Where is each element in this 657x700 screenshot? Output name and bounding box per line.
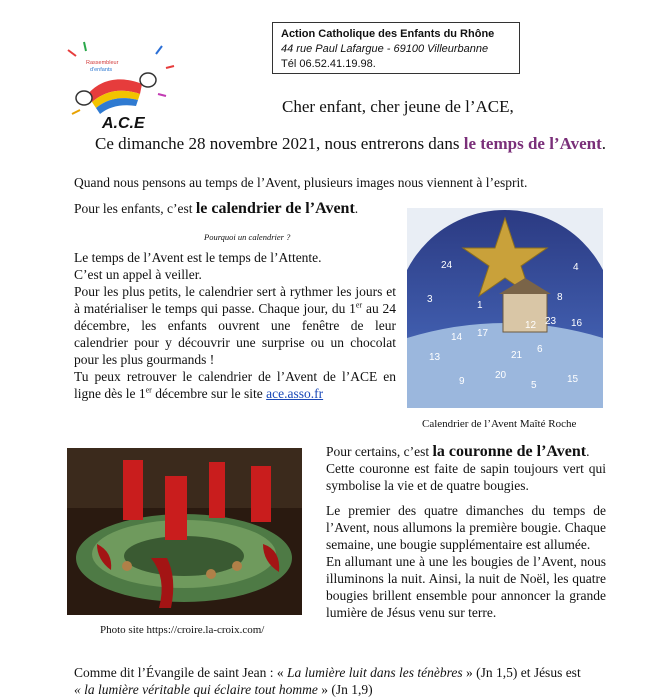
why-calendar-note: Pourquoi un calendrier ? bbox=[204, 232, 291, 242]
calendar-number: 16 bbox=[571, 318, 583, 329]
enfants-line bbox=[74, 200, 358, 217]
calendar-number: 24 bbox=[441, 260, 453, 271]
first-sunday-paragraph: Le premier des quatre dimanches du temps de l’Avent, nous allumons la première bougie. Chaque semaine, une bougie supplémentaire est allumée. bbox=[326, 503, 606, 552]
superscript: er bbox=[355, 300, 363, 310]
ace-logo bbox=[62, 36, 182, 132]
calendar-number: 6 bbox=[537, 344, 543, 355]
svg-text:d'enfants: d'enfants bbox=[90, 67, 113, 73]
enfants-text: Pour les enfants, c’est bbox=[74, 201, 196, 216]
calendar-number: 4 bbox=[573, 262, 579, 273]
svg-text:A.C.E: A.C.E bbox=[102, 115, 145, 132]
text-span: Pour les plus petits, le calendrier sert à rythmer les jours et à matérialiser le temps qui passe. Chaque jour, du 1 bbox=[74, 284, 396, 316]
calendar-caption: Calendrier de l’Avent Maîté Roche bbox=[422, 418, 577, 430]
light-paragraph: En allumant une à une les bougies de l’Avent, nous illuminons la nuit. Ainsi, la nuit de Noël, les quatre bougies brillent ensemble pour annoncer la grande lumière de Jésus venu sur terre. bbox=[326, 554, 606, 620]
calendar-number: 15 bbox=[567, 374, 579, 385]
text-span: au 24 décembre, les enfants ouvrent une fenêtre de leur calendrier pour y découvrir une surprise ou un chocolat pour les plus gourmands ! bbox=[74, 301, 396, 367]
couronne-text-block bbox=[326, 443, 606, 629]
calendar-number: 9 bbox=[459, 376, 465, 387]
calendar-number: 21 bbox=[511, 350, 523, 361]
calendar-number: 17 bbox=[477, 328, 489, 339]
enfants-end: . bbox=[354, 201, 359, 216]
text-line: Le temps de l’Avent est le temps de l’Attente. bbox=[74, 250, 322, 265]
text-span: Pour certains, c’est bbox=[326, 444, 433, 459]
calendar-number: 5 bbox=[531, 380, 537, 391]
calendar-number: 1 bbox=[477, 300, 483, 311]
couronne-intro bbox=[326, 443, 606, 494]
calendar-number: 3 bbox=[427, 294, 433, 305]
quote-italic: « la lumière véritable qui éclaire tout homme bbox=[74, 682, 318, 697]
org-address: 44 rue Paul Lafargue - 69100 Villeurbanne bbox=[281, 43, 489, 55]
greeting: Cher enfant, cher jeune de l’ACE, bbox=[282, 97, 514, 116]
ace-site-link[interactable]: ace.asso.fr bbox=[266, 386, 324, 401]
org-name: Action Catholique des Enfants du Rhône bbox=[281, 28, 495, 40]
advent-calendar-image bbox=[407, 208, 603, 408]
text-line: C’est un appel à veiller. bbox=[74, 267, 202, 282]
calendar-text-block bbox=[74, 249, 396, 402]
advent-wreath-photo bbox=[67, 448, 302, 615]
text-span: . bbox=[586, 444, 590, 459]
sunday-text: Ce dimanche 28 novembre 2021, nous entrerons dans bbox=[95, 134, 464, 153]
text-span: Comme dit l’Évangile de saint Jean : « bbox=[74, 665, 287, 680]
superscript: er bbox=[145, 385, 152, 395]
calendar-number: 14 bbox=[451, 332, 463, 343]
calendar-number: 13 bbox=[429, 352, 441, 363]
text-span: » (Jn 1,5) et Jésus est bbox=[462, 665, 581, 680]
calendrier-heading: le calendrier de l’Avent bbox=[195, 200, 355, 217]
calendar-number: 8 bbox=[557, 292, 563, 303]
text-span: décembre sur le site bbox=[151, 386, 267, 401]
couronne-heading: la couronne de l’Avent bbox=[432, 443, 587, 460]
calendar-number: 23 bbox=[545, 316, 557, 327]
text-span: » (Jn 1,9) bbox=[317, 682, 373, 697]
header-box bbox=[272, 22, 520, 74]
text-paragraph bbox=[74, 283, 396, 368]
text-paragraph bbox=[74, 368, 396, 402]
calendar-number: 12 bbox=[525, 320, 537, 331]
sunday-line bbox=[95, 134, 606, 154]
quote-italic: La lumière luit dans les ténèbres bbox=[286, 665, 463, 680]
org-phone: Tél 06.52.41.19.98. bbox=[281, 58, 376, 70]
intro-paragraph: Quand nous pensons au temps de l’Avent, plusieurs images nous viennent à l’esprit. bbox=[74, 175, 528, 190]
text-span: Tu peux retrouver le calendrier de l’Avent de l’ACE en ligne dès le 1 bbox=[74, 369, 396, 401]
gospel-quote bbox=[74, 664, 614, 698]
svg-text:Rassembleur: Rassembleur bbox=[86, 60, 119, 66]
wreath-caption: Photo site https://croire.la-croix.com/ bbox=[100, 624, 265, 636]
calendar-number: 20 bbox=[495, 370, 507, 381]
avent-highlight: le temps de l’Avent bbox=[463, 134, 602, 153]
text-span: Cette couronne est faite de sapin toujours vert qui symbolise la vie et de quatre bougies. bbox=[326, 461, 606, 493]
sunday-end: . bbox=[601, 134, 607, 153]
